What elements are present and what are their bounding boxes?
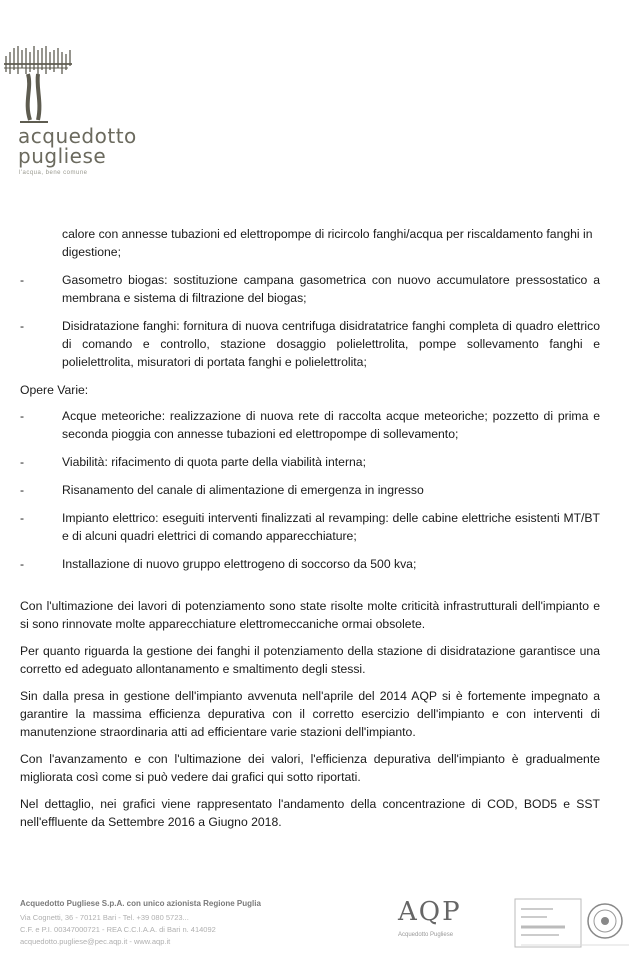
bullet-dash: - xyxy=(20,319,25,333)
list-item xyxy=(20,509,600,545)
certification-seal-icon xyxy=(513,895,633,951)
logo-text-line2: pugliese xyxy=(18,144,107,168)
list-item-text: Viabilità: rifacimento di quota parte della viabilità interna; xyxy=(62,455,366,469)
logo-tagline: l'acqua, bene comune xyxy=(19,170,88,176)
aqp-logo: AQP xyxy=(398,897,462,927)
logo-text-line1: acquedotto xyxy=(18,124,137,148)
list-item xyxy=(20,317,600,371)
list-item-text: Risanamento del canale di alimentazione di emergenza in ingresso xyxy=(62,483,424,497)
footer-email: acquedotto.pugliese@pec.aqp.it - www.aqp.it xyxy=(20,937,171,946)
list-item-text: Installazione di nuovo gruppo elettrogeno di soccorso da 500 kva; xyxy=(62,557,417,571)
document-body xyxy=(20,225,600,840)
footer-address: Via Cognetti, 36 - 70121 Bari - Tel. +39 080 5723... xyxy=(20,913,189,922)
bullet-dash: - xyxy=(20,511,25,525)
tree-logo-icon xyxy=(2,40,112,128)
list-item xyxy=(20,407,600,443)
bullet-dash: - xyxy=(20,273,25,287)
paragraph: Per quanto riguarda la gestione dei fanghi il potenziamento della stazione di disidratazione garantisce una corretto ed adeguato allontanamento e smaltimento degli stessi. xyxy=(20,644,600,676)
list-item xyxy=(20,481,600,499)
bullet-dash: - xyxy=(20,455,25,469)
bullet-dash: - xyxy=(20,409,25,423)
paragraph: Nel dettaglio, nei grafici viene rappresentato l'andamento della concentrazione di COD, BOD5 e SST nell'effluente da Settembre 2016 a Giugno 2018. xyxy=(20,797,600,829)
list-item-text: Impianto elettrico: eseguiti interventi finalizzati al revamping: delle cabine elettriche esistenti MT/BT e di alcuni quadri elettrici di comando apparecchiature; xyxy=(62,511,600,543)
list-item xyxy=(20,555,600,573)
aqp-logo-subtitle: Acquedotto Pugliese xyxy=(398,932,454,938)
section-title: Opere Varie: xyxy=(20,383,89,397)
list-item-text: Gasometro biogas: sostituzione campana gasometrica con nuovo accumulatore pressostatico a membrana e sistema di filtrazione del biogas; xyxy=(62,273,600,305)
list-item-text: Acque meteoriche: realizzazione di nuova rete di raccolta acque meteoriche; pozzetto di prima e seconda pioggia con annesse tubazioni ed elettropompe di sollevamento; xyxy=(62,409,600,441)
bullet-dash: - xyxy=(20,483,25,497)
paragraph: Con l'avanzamento e con l'ultimazione dei valori, l'efficienza depurativa dell'impianto è gradualmente migliorata così come si può vedere dai grafici qui sotto riportati. xyxy=(20,752,600,784)
footer-fiscal: C.F. e P.I. 00347000721 - REA C.C.I.A.A. di Bari n. 414092 xyxy=(20,925,216,934)
list-item xyxy=(20,271,600,307)
list-item-text: Disidratazione fanghi: fornitura di nuova centrifuga disidratatrice fanghi completa di quadro elettrico di comando e controllo, stazione dosaggio polielettrolita, pompe sollevamento fanghi e polielettrolita, misuratori di portata fanghi e polielettrolita; xyxy=(62,319,600,369)
list-item xyxy=(20,453,600,471)
paragraph: Con l'ultimazione dei lavori di potenziamento sono state risolte molte criticità infrastrutturali dell'impianto e si sono rinnovate molte apparecchiature elettromeccaniche ormai obsolete. xyxy=(20,599,600,631)
continuation-text: calore con annesse tubazioni ed elettropompe di ricircolo fanghi/acqua per riscaldamento fanghi in digestione; xyxy=(62,227,593,259)
footer-company: Acquedotto Pugliese S.p.A. con unico azionista Regione Puglia xyxy=(20,899,261,908)
bullet-dash: - xyxy=(20,557,25,571)
company-logo xyxy=(2,40,152,176)
paragraph: Sin dalla presa in gestione dell'impianto avvenuta nell'aprile del 2014 AQP si è fortemente impegnato a garantire la massima efficienza depurativa con il corretto esercizio dell'impianto e con interventi di manutenzione straordinaria atti ad efficientare varie stazioni dell'impianto. xyxy=(20,689,600,739)
page-footer xyxy=(18,895,628,955)
